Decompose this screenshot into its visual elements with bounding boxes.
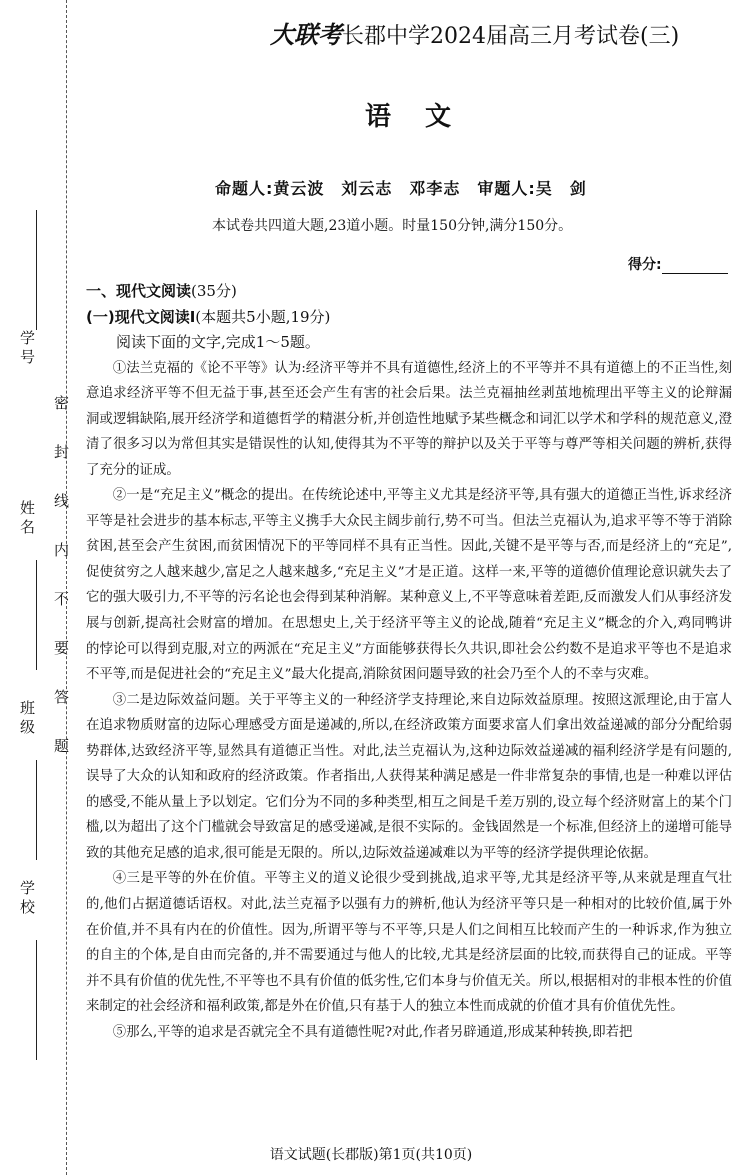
section-sub1-points: (本题共5小题,19分) (195, 308, 331, 326)
subject-title: 语文 (365, 102, 486, 132)
exam-title-text: 长郡中学2024届高三月考试卷(三) (342, 24, 680, 49)
authors-line: 命题人:黄云波 刘云志 邓李志 审题人:吴 剑 (215, 179, 587, 198)
seal-notice: 密封线内不要答题 (52, 395, 70, 787)
seal-line (66, 0, 67, 1175)
exam-title (270, 15, 679, 50)
exam-description: 本试卷共四道大题,23道小题。时量150分钟,满分150分。 (212, 218, 573, 234)
section-heading-sub1 (86, 306, 330, 327)
name-label: 姓名 (18, 500, 36, 538)
section-heading-part1 (86, 280, 237, 301)
reading-passage (86, 330, 732, 1045)
paragraph-1: ①法兰克福的《论不平等》认为:经济平等并不具有道德性,经济上的不平等并不具有道德上的不正当性,刻意追求经济平等不但无益于事,甚至还会产生有害的社会后果。法兰克福抽丝剥茧地梳理出平等主义的论辩漏洞或逻辑缺陷,展开经济学和道德哲学的精湛分析,并创造性地赋予某些概念和词汇以学术和学科的规范意义,澄清了很多习以为常但其实是错误性的认知,使得其为不平等的辩护以及关于平等与尊严等相关问题的辨析,获得了充分的证成。 (86, 360, 732, 478)
paragraph-5: ⑤那么,平等的追求是否就完全不具有道德性呢?对此,作者另辟通道,形成某种转换,即若把 (112, 1024, 633, 1040)
score-box[interactable] (628, 254, 728, 274)
student-id-underline (36, 210, 37, 330)
score-label: 得分: (628, 257, 662, 273)
school-label: 学校 (18, 880, 36, 918)
paragraph-4: ④三是平等的外在价值。平等主义的道义论很少受到挑战,追求平等,尤其是经济平等,从来就是理直气壮的,他们占据道德话语权。对此,法兰克福予以强有力的辨析,他认为经济平等只是一种相对的比较价值,属于外在价值,并不具有内在的价值性。因为,所谓平等与不平等,只是人们之间相互比较而产生的一种诉求,作为独立的自主的个体,是自由而完备的,并不需要通过与他人的比较,尤其是经济层面的比较,而获得自己的证成。平等并不具有价值的优先性,不平等也不具有价值的低劣性,它们本身与价值无关。所以,根据相对的非根本性的价值来制定的社会经济和福利政策,都是外在价值,只有基于人的独立本性而成就的价值才具有价值优先性。 (86, 871, 732, 1015)
score-blank[interactable] (662, 259, 728, 274)
section-sub1-title: (一)现代文阅读Ⅰ (86, 308, 196, 326)
student-id-field[interactable] (20, 330, 38, 368)
class-underline (36, 760, 37, 860)
binding-margin (0, 0, 68, 1175)
class-field[interactable] (20, 700, 38, 738)
instruction: 阅读下面的文字,完成1～5题。 (116, 333, 320, 351)
paragraph-2: ②一是“充足主义”概念的提出。在传统论述中,平等主义尤其是经济平等,具有强大的道德正当性,诉求经济平等是社会进步的基本标志,平等主义携手大众民主阔步前行,势不可当。但法兰克福认为,追求平等不等于消除贫困,甚至会产生贫困,而贫困情况下的平等同样不具有正当性。因此,关键不是平等与否,而是经济上的“充足”,促使贫穷之人越来越少,富足之人越来越多,“充足主义”才是正道。这样一来,平等的道德价值理论意识就失去了它的强大吸引力,不平等的污名论也会得到某种消解。某种意义上,不平等意味着差距,反而激发人们从事经济发展与创新,提高社会财富的增加。在思想史上,关于经济平等主义的论战,随着“充足主义”概念的介入,鸡同鸭讲的悖论可以得到克服,对立的两派在“充足主义”方面能够获得长久共识,即社会公约数不是追求平等也不是追求不平等,而是促进社会的“充足主义”最大化提高,消除贫困问题导致的社会乃至个人的不幸与灾难。 (86, 488, 732, 683)
section-part1-title: 一、现代文阅读 (86, 282, 192, 300)
page-footer: 语文试题(长郡版)第1页(共10页) (269, 1147, 473, 1163)
section-part1-points: (35分) (191, 282, 237, 300)
paragraph-3: ③二是边际效益问题。关于平等主义的一种经济学支持理论,来自边际效益原理。按照这派理论,由于富人在追求物质财富的边际心理感受方面是递减的,所以,在经济政策方面要求富人们拿出效益递减的部分分配给弱势群体,达致经济平等,显然具有道德正当性。对此,法兰克福认为,这种边际效益递减的福利经济学是有问题的,误导了大众的认知和政府的经济政策。作者指出,人获得某种满足感是一件非常复杂的事情,也是一种难以评估的感受,不能从量上予以划定。它们分为不同的多种类型,相互之间是千差万别的,设立每个经济财富上的某个门槛,以为超出了这个门槛就会导致富足的感受递减,是很不实际的。金钱固然是一个标准,但经济上的递增可能导致的其他充足感的追求,很可能是无限的。所以,边际效益递减难以为平等的经济学提供理论依据。 (86, 692, 732, 861)
name-field[interactable] (20, 500, 38, 538)
brand-logo-text: 大联考 (270, 20, 342, 49)
school-underline (36, 940, 37, 1060)
student-id-label: 学号 (18, 330, 36, 368)
school-field[interactable] (20, 880, 38, 918)
class-label: 班级 (18, 700, 36, 738)
name-underline (36, 560, 37, 670)
